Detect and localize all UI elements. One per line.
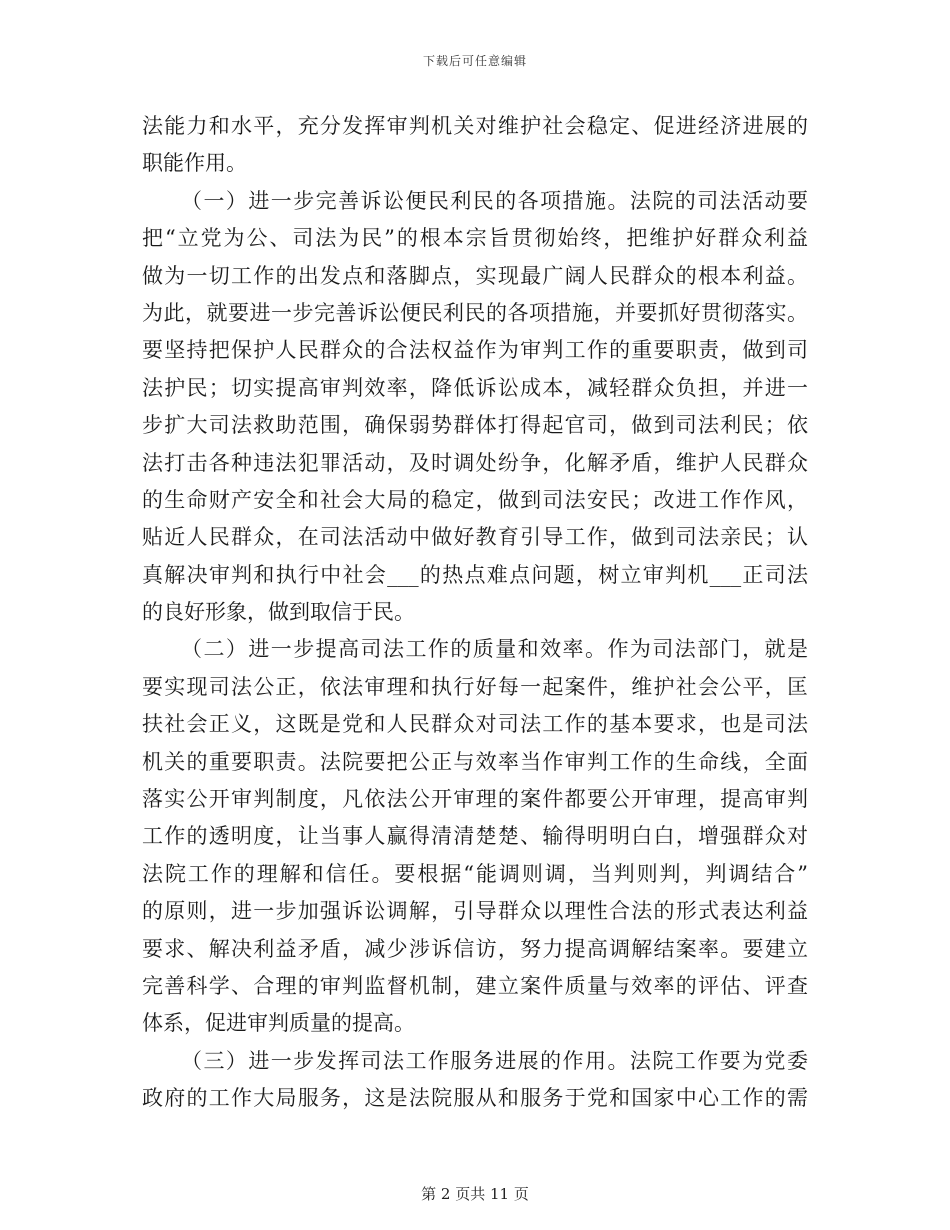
text-line: 要坚持把保护人民群众的合法权益作为审判工作的重要职责，做到司 (142, 338, 808, 363)
text-line: 完善科学、合理的审判监督机制，建立案件质量与效率的评估、评查 (142, 973, 808, 998)
page-header: 下载后可任意编辑 (422, 54, 527, 68)
text-line: 的原则，进一步加强诉讼调解，引导群众以理性合法的形式表达利益 (142, 899, 808, 924)
text-line: 体系，促进审判质量的提高。 (142, 1011, 415, 1036)
text-line: 把“立党为公、司法为民”的根本宗旨贯彻始终，把维护好群众利益 (142, 226, 808, 251)
text-line: 步扩大司法救助范围，确保弱势群体打得起官司，做到司法利民；依 (142, 413, 808, 438)
section-3-start: （三）进一步发挥司法工作服务进展的作用。法院工作要为党委 (181, 1048, 808, 1073)
text-line: 职能作用。 (142, 151, 247, 176)
text-line: 工作的透明度，让当事人赢得清清楚楚、输得明明白白，增强群众对 (142, 824, 808, 849)
text-line: 贴近人民群众，在司法活动中做好教育引导工作，做到司法亲民；认 (142, 525, 808, 550)
text-line: 做为一切工作的出发点和落脚点，实现最广阔人民群众的根本利益。 (142, 263, 808, 288)
text-line: 法能力和水平，充分发挥审判机关对维护社会稳定、促进经济进展的 (142, 114, 808, 138)
page-number: 第 2 页共 11 页 (421, 1185, 529, 1203)
text-line: 法院工作的理解和信任。要根据“能调则调，当判则判，判调结合” (142, 861, 808, 886)
text-line: 法护民；切实提高审判效率，降低诉讼成本，减轻群众负担，并进一 (142, 375, 808, 400)
text-line: 法打击各种违法犯罪活动，及时调处纷争，化解矛盾，维护人民群众 (142, 450, 808, 475)
text-line: 的良好形象，做到取信于民。 (142, 600, 415, 625)
text-line: 要实现司法公正，依法审理和执行好每一起案件，维护社会公平，匡 (142, 674, 808, 699)
document-body (142, 108, 808, 1118)
section-1-start: （一）进一步完善诉讼便民利民的各项措施。法院的司法活动要 (181, 188, 808, 213)
text-line: 落实公开审判制度，凡依法公开审理的案件都要公开审理，提高审判 (142, 787, 808, 812)
text-line: 扶社会正义，这既是党和人民群众对司法工作的基本要求，也是司法 (142, 712, 808, 737)
text-line: 真解决审判和执行中社会___的热点难点问题，树立审判机___正司法 (142, 562, 808, 587)
text-line: 政府的工作大局服务，这是法院服从和服务于党和国家中心工作的需 (142, 1086, 808, 1111)
text-line: 机关的重要职责。法院要把公正与效率当作审判工作的生命线，全面 (142, 749, 808, 774)
text-line: 要求、解决利益矛盾，减少涉诉信访，努力提高调解结案率。要建立 (142, 936, 808, 961)
section-2-start: （二）进一步提高司法工作的质量和效率。作为司法部门，就是 (181, 637, 808, 662)
text-line: 为此，就要进一步完善诉讼便民利民的各项措施，并要抓好贯彻落实。 (142, 300, 808, 325)
text-line: 的生命财产安全和社会大局的稳定，做到司法安民；改进工作作风， (142, 487, 808, 512)
